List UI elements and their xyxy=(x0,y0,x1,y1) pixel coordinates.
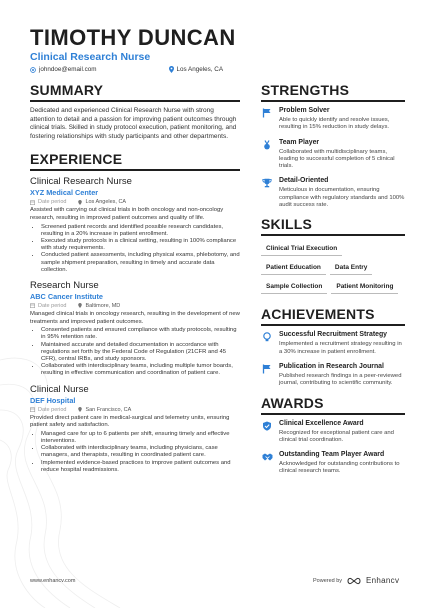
job-bullet: • Screened patient records and identified possible research candidates, resulting in a 20% increase in patient enrollment. xyxy=(41,224,240,238)
strength-title: Team Player xyxy=(279,138,320,146)
award-title: Outstanding Team Player Award xyxy=(279,451,385,459)
calendar-icon xyxy=(30,407,35,412)
footer-site-link[interactable]: www.enhancv.com xyxy=(30,578,76,584)
strength-item xyxy=(261,139,405,171)
job-bullet: • Collaborated with interdisciplinary teams, including physicians, case managers, and therapists, resulting in coordinated patient care. xyxy=(41,445,240,459)
job-location: San Francisco, CA xyxy=(85,406,132,413)
job-date: Date period xyxy=(38,302,67,309)
contact-email[interactable] xyxy=(30,66,97,73)
resume-header xyxy=(30,26,410,73)
job-title: Research Nurse xyxy=(30,279,99,291)
skill-tag: Data Entry xyxy=(330,260,373,275)
job-bullet: • Executed study protocols in a clinical setting, resulting in 100% compliance with study requirements. xyxy=(41,238,240,252)
calendar-icon xyxy=(30,200,35,205)
flag-icon xyxy=(262,364,272,374)
award-desc: Recognized for exceptional patient care and clinical trial coordination. xyxy=(279,429,394,443)
job-meta xyxy=(30,303,240,309)
skills-heading: SKILLS xyxy=(261,216,405,236)
skill-tag: Clinical Trial Execution xyxy=(261,241,342,256)
contact-row xyxy=(30,66,410,73)
email-text: johndoe@email.com xyxy=(39,66,97,73)
job-bullet: • Managed care for up to 6 patients per shift, ensuring timely and effective interventions. xyxy=(41,431,240,445)
job-title: Clinical Research Nurse xyxy=(30,176,132,188)
job-meta xyxy=(30,199,240,205)
job-bullets xyxy=(30,327,240,377)
trophy-icon xyxy=(262,178,272,188)
left-column xyxy=(30,82,240,480)
skill-tag: Patient Education xyxy=(261,260,326,275)
location-pin-icon xyxy=(78,407,82,412)
location-text: Los Angeles, CA xyxy=(176,66,224,73)
job-bullets xyxy=(30,431,240,474)
strength-desc: Able to quickly identify and resolve issues, resulting in 15% reduction in study delays. xyxy=(279,117,390,131)
strength-title: Detail-Oriented xyxy=(279,177,329,185)
job-location: Los Angeles, CA xyxy=(85,199,127,206)
flag-icon xyxy=(262,108,272,118)
award-title: Clinical Excellence Award xyxy=(279,419,364,427)
strength-item xyxy=(261,177,405,209)
job-description: Managed clinical trials in oncology research, resulting in the development of new treatments and improved patient outcomes. xyxy=(30,310,240,325)
job-bullet: • Maintained accurate and detailed documentation in accordance with regulations set forth by the Federal Code of Regulation (21CFR and 45 CFR), central IRBs, and study sponsors. xyxy=(41,342,240,364)
job-title: Clinical Nurse xyxy=(30,383,89,395)
location-pin-icon xyxy=(78,303,82,308)
medal-icon xyxy=(262,140,272,150)
achievement-desc: Published research findings in a peer-reviewed journal, contributing to scientific community. xyxy=(279,372,402,387)
skill-tag: Patient Monitoring xyxy=(331,279,398,294)
strength-title: Problem Solver xyxy=(279,107,330,114)
achievement-item xyxy=(261,363,405,388)
calendar-icon xyxy=(30,303,35,308)
right-column xyxy=(261,82,405,483)
award-desc: Acknowledged for outstanding contributions to clinical research teams. xyxy=(279,461,400,475)
job-entry xyxy=(30,384,240,474)
job-company: DEF Hospital xyxy=(30,395,76,405)
lightbulb-icon xyxy=(262,332,272,342)
strength-item xyxy=(261,107,405,132)
contact-location xyxy=(169,66,224,73)
job-date: Date period xyxy=(38,406,67,413)
location-pin-icon xyxy=(169,66,174,73)
location-pin-icon xyxy=(78,200,82,205)
candidate-name: TIMOTHY DUNCAN xyxy=(30,25,236,50)
job-bullet: • Collaborated with interdisciplinary teams, including multiple tumor boards, resulting in effective communication and coordination of patient care. xyxy=(41,363,240,377)
job-description: Provided direct patient care in medical-surgical and telemetry units, ensuring patient safety and satisfaction. xyxy=(30,414,230,429)
skills-list xyxy=(261,241,405,298)
achievements-heading: ACHIEVEMENTS xyxy=(261,306,405,326)
job-company: ABC Cancer Institute xyxy=(30,291,103,301)
job-bullets xyxy=(30,224,240,274)
strength-desc: Meticulous in documentation, ensuring compliance with regulatory standards and 100% audit success rate. xyxy=(279,187,405,209)
skill-tag: Sample Collection xyxy=(261,279,327,294)
award-item xyxy=(261,451,405,476)
strengths-heading: STRENGTHS xyxy=(261,82,405,102)
job-entry xyxy=(30,176,240,274)
job-description: Assisted with carrying out clinical trials in both oncology and non-oncology research, resulting in improved patient outcomes and quality of life. xyxy=(30,207,224,221)
powered-by-label: Powered by xyxy=(313,577,343,584)
achievement-title: Publication in Research Journal xyxy=(279,362,384,370)
job-date: Date period xyxy=(38,199,67,206)
job-location: Baltimore, MD xyxy=(85,302,121,309)
strength-desc: Collaborated with multidisciplinary teams, leading to successful completion of 5 clinical trials. xyxy=(279,148,395,170)
handshake-icon xyxy=(262,452,273,462)
job-bullet: • Implemented evidence-based practices to improve patient outcomes and reduce hospital readmissions. xyxy=(41,460,240,474)
job-entry xyxy=(30,280,240,378)
job-meta xyxy=(30,407,240,413)
shield-icon xyxy=(262,421,272,431)
experience-heading: EXPERIENCE xyxy=(30,151,240,171)
achievement-desc: Implemented a recruitment strategy resulting in a 30% increase in patient enrollment. xyxy=(279,341,402,355)
job-bullet: • Conducted patient assessments, including physical exams, phlebotomy, and sample shipment preparation, resulting in timely and accurate data collection. xyxy=(41,252,240,274)
achievement-title: Successful Recruitment Strategy xyxy=(279,331,387,339)
achievement-item xyxy=(261,331,405,356)
summary-heading: SUMMARY xyxy=(30,82,240,102)
job-company: XYZ Medical Center xyxy=(30,188,99,198)
candidate-role: Clinical Research Nurse xyxy=(30,51,151,63)
award-item xyxy=(261,420,405,445)
job-bullet: • Consented patients and ensured compliance with study protocols, resulting in 95% retention rate. xyxy=(41,327,240,341)
summary-text: Dedicated and experienced Clinical Research Nurse with strong attention to detail and a passion for improving patient outcomes through clinical trials. Skilled in study protocol execution, patient monitoring, and fostering relationships with study participants and other departments. xyxy=(30,107,237,140)
footer-branding xyxy=(313,576,399,585)
awards-heading: AWARDS xyxy=(261,395,405,415)
at-icon xyxy=(30,67,36,73)
brand-name: Enhancv xyxy=(366,576,400,585)
enhancv-logo-icon xyxy=(347,577,361,585)
